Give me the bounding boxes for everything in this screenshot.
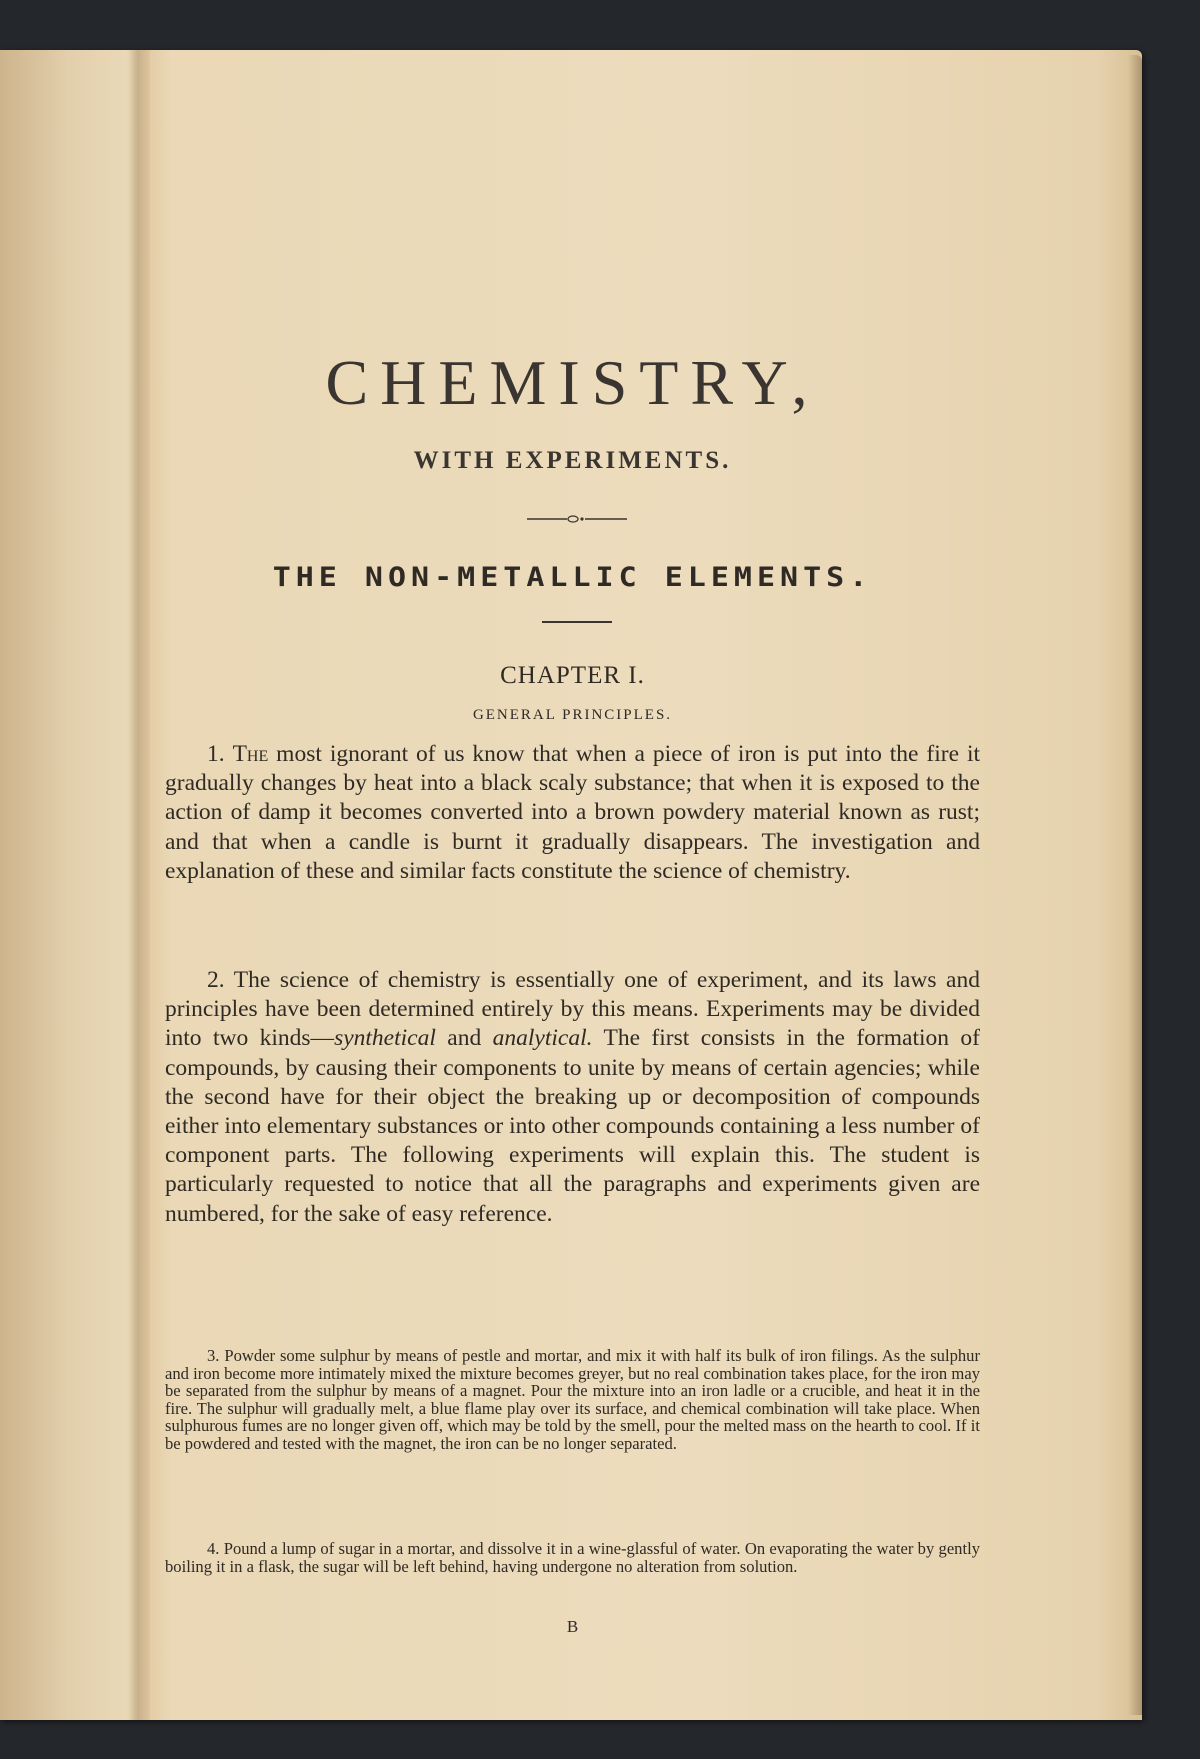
paragraph-text: most ignorant of us know that when a piece of iron is put into the fire it gradually changes by heat into a black scaly substance; that when it is exposed to the action of damp it becomes converted into a brown powdery material known as rust; and that when a candle is burnt it gradually disappears. The investigation and explanation of these and similar facts constitute the science of chemistry. xyxy=(165,741,981,884)
section-rule xyxy=(542,621,612,623)
book-page xyxy=(165,50,980,1720)
paragraph-number: 1. xyxy=(207,741,225,767)
term-analytical: analytical. xyxy=(492,1025,593,1052)
signature-mark: B xyxy=(566,1617,579,1636)
paragraph-2 xyxy=(165,966,980,1229)
experiment-3 xyxy=(165,1347,980,1453)
ornament-divider-icon xyxy=(527,513,627,525)
term-synthetical: synthetical xyxy=(334,1025,436,1052)
paragraph-text: The first consists in the formation of compounds, by causing their components to unite by means of certain agencies; while the second have for their object the breaking up or decomposition of compounds either into elementary substances or into other compounds containing a less number of component parts. The following experiments will explain this. The student is particularly requested to notice that all the paragraphs and experiments given are numbered, for the sake of easy reference. xyxy=(165,1025,981,1227)
paragraph-text: Pound a lump of sugar in a mortar, and dissolve it in a wine-glassful of water. On evaporating the water by gently boiling it in a flask, the sugar will be left behind, having undergone no alteration from solution. xyxy=(165,1539,980,1576)
section-title: THE NON-METALLIC ELEMENTS. xyxy=(272,561,873,594)
page-edge xyxy=(1128,55,1142,1715)
page-subtitle: WITH EXPERIMENTS. xyxy=(413,447,732,474)
book-gutter xyxy=(128,50,150,1720)
experiment-4 xyxy=(165,1540,980,1575)
paragraph-text: The science of chemistry is essentially one of experiment, and its laws and principles have been determined entirely by this means. Experiments may be divided into two kinds— xyxy=(165,967,980,1052)
paragraph-text: and xyxy=(435,1025,493,1052)
chapter-subtitle: GENERAL PRINCIPLES. xyxy=(472,707,673,723)
paragraph-number: 2. xyxy=(207,967,225,993)
chapter-heading: CHAPTER I. xyxy=(500,662,645,689)
paragraph-number: 3. xyxy=(207,1346,220,1365)
paragraph-text: Powder some sulphur by means of pestle and mortar, and mix it with half its bulk of iron filings. As the sulphur and iron become more intimately mixed the mixture becomes greyer, but no real combination takes place, for the iron may be separated from the sulphur by means of a magnet. Pour the mixture into an iron ladle or a crucible, and heat it in the fire. The sulphur will gradually melt, a blue flame play over its surface, and chemical combination will take place. When sulphurous fumes are no longer given off, which may be told by the smell, pour the melted mass on the hearth to cool. If it be powdered and tested with the magnet, the iron can be no longer separated. xyxy=(165,1346,980,1453)
paragraph-lead: The xyxy=(232,741,269,767)
paragraph-1 xyxy=(165,740,980,886)
page-title: CHEMISTRY, xyxy=(325,347,820,418)
paragraph-number: 4. xyxy=(207,1539,220,1558)
